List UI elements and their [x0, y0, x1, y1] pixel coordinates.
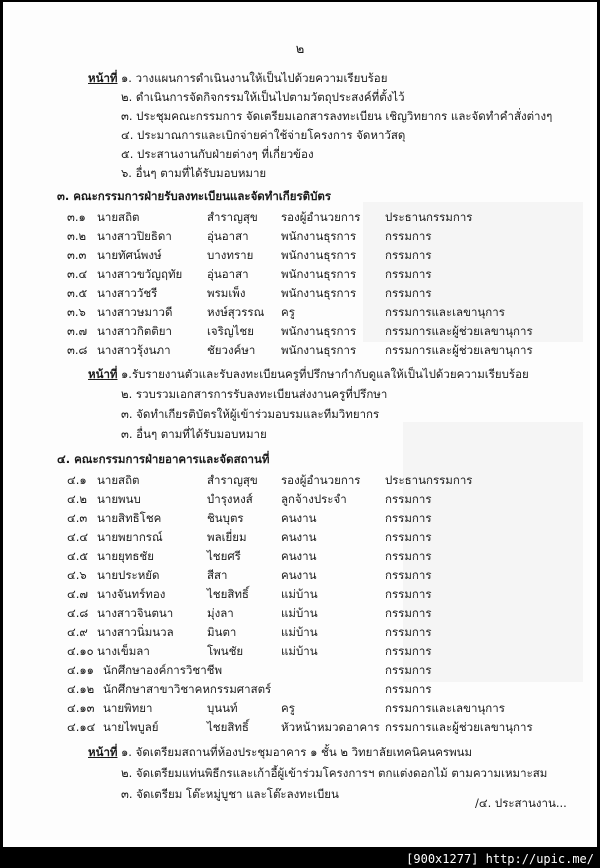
member-row: [3, 662, 597, 681]
member-number: ๓.๑: [67, 210, 86, 224]
member-name: นายสถิต: [97, 210, 140, 224]
member-number: ๓.๗: [67, 324, 88, 338]
member-position: แม่บ้าน: [281, 625, 318, 639]
member-row: [3, 304, 597, 323]
member-name: นายพิทยา: [103, 701, 153, 715]
member-name: นางสาวรุ้งนภา: [97, 343, 171, 357]
member-surname: ไชยสิทธิ์: [207, 587, 249, 601]
member-position: พนักงานธุรการ: [281, 286, 357, 300]
member-name: นางสาววัชรี: [97, 286, 158, 300]
member-number: ๔.๑๐: [67, 644, 94, 658]
member-row: [3, 548, 597, 567]
member-committee-role: กรรมการ: [385, 587, 432, 601]
member-number: ๔.๑๑: [67, 663, 94, 677]
member-position: คนงาน: [281, 568, 317, 582]
member-name: นายไพบูลย์: [103, 720, 159, 734]
member-number: ๔.๙: [67, 625, 88, 639]
member-surname: พรมเพ็ง: [207, 286, 246, 300]
member-row: [3, 266, 597, 285]
member-number: ๓.๕: [67, 286, 88, 300]
member-row: [3, 586, 597, 605]
member-committee-role: กรรมการ: [385, 549, 432, 563]
member-row: [3, 624, 597, 643]
member-position: รองผู้อำนวยการ: [281, 210, 361, 224]
member-surname: บุนนท์: [207, 701, 238, 715]
member-committee-role: กรรมการ: [385, 248, 432, 262]
duty-item: ๓. ประชุมคณะกรรมการ จัดเตรียมเอกสารลงทะเบียน เชิญวิทยากร และจัดทำคำสั่งต่างๆ: [121, 109, 553, 123]
member-committee-role: กรรมการและผู้ช่วยเลขานุการ: [385, 343, 533, 357]
duty-item: ๔. ประมาณการและเบิกจ่ายค่าใช้จ่ายโครงการ จัดหาวัสดุ: [121, 128, 406, 142]
member-row: [3, 700, 597, 719]
member-number: ๔.๑๓: [67, 701, 95, 715]
duty-item: ๑.รับรายงานตัวและรับลงทะเบียนครูที่ปรึกษากำกับดูแลให้เป็นไปด้วยความเรียบร้อย: [121, 367, 529, 381]
member-name: นางสาวษมาวดี: [97, 305, 173, 319]
continuation-note: /๔. ประสานงาน...: [475, 796, 567, 810]
member-surname: สีสา: [207, 568, 228, 582]
member-number: ๓.๓: [67, 248, 87, 262]
duty-item: ๓. จัดเตรียม โต๊ะหมู่บูชา และโต๊ะลงทะเบียน: [121, 787, 339, 801]
member-committee-role: กรรมการ: [385, 511, 432, 525]
member-name: นางจันทร์ทอง: [97, 587, 166, 601]
member-row: [3, 643, 597, 662]
member-surname: อุ่นอาสา: [207, 229, 249, 243]
member-position: ครู: [281, 701, 295, 715]
member-number: ๓.๖: [67, 305, 86, 319]
member-row: [3, 342, 597, 361]
member-position: คนงาน: [281, 549, 317, 563]
member-name: นางสาวปิยธิดา: [97, 229, 172, 243]
member-position: ลูกจ้างประจำ: [281, 492, 347, 506]
member-committee-role: กรรมการ: [385, 625, 432, 639]
member-row: [3, 491, 597, 510]
member-row: [3, 228, 597, 247]
member-surname: สำราญสุข: [207, 473, 258, 487]
member-row: [3, 510, 597, 529]
member-row: [3, 681, 597, 700]
duty-item: ๒. รวบรวมเอกสารการรับลงทะเบียนส่งงานครูที่ปรึกษา: [121, 387, 388, 401]
member-position: ครู: [281, 305, 295, 319]
member-committee-role: กรรมการ: [385, 644, 432, 658]
member-committee-role: ประธานกรรมการ: [385, 210, 473, 224]
member-number: ๔.๘: [67, 606, 89, 620]
member-committee-role: กรรมการและเลขานุการ: [385, 701, 505, 715]
member-row: [3, 472, 597, 491]
member-number: ๔.๕: [67, 549, 89, 563]
member-committee-role: กรรมการ: [385, 606, 432, 620]
member-surname: มุ่งลา: [207, 606, 234, 620]
member-name: นายพยากรณ์: [97, 530, 163, 544]
member-name: นายทัศน์พงษ์: [97, 248, 162, 262]
member-row: [3, 529, 597, 548]
member-name: นางเข็มลา: [97, 644, 150, 658]
member-position: หัวหน้าหมวดอาคาร: [281, 720, 380, 734]
member-committee-role: กรรมการ: [385, 492, 432, 506]
member-name: นายสิทธิโชค: [97, 511, 162, 525]
member-committee-role: ประธานกรรมการ: [385, 473, 473, 487]
member-row: [3, 247, 597, 266]
member-row: [3, 209, 597, 228]
member-name: นักศึกษาสาขาวิชาคหกรรมศาสตร์: [103, 682, 272, 696]
member-position: พนักงานธุรการ: [281, 324, 357, 338]
duty-item: ๒. ดำเนินการจัดกิจกรรมให้เป็นไปตามวัตถุประสงค์ที่ตั้งไว้: [121, 90, 405, 104]
member-number: ๔.๑๒: [67, 682, 95, 696]
section-3-title: ๓. คณะกรรมการฝ่ายรับลงทะเบียนและจัดทำเกียรติบัตร: [57, 189, 332, 203]
duty-item: ๒. จัดเตรียมแท่นพิธีกรและเก้าอี้ผู้เข้าร่วมโครงการฯ ตกแต่งดอกไม้ ตามความเหมาะสม: [121, 766, 548, 780]
member-number: ๔.๖: [67, 568, 87, 582]
duty-item: ๓. จัดทำเกียรติบัตรให้ผู้เข้าร่วมอบรมและทีมวิทยากร: [121, 407, 380, 421]
member-number: ๔.๒: [67, 492, 87, 506]
member-row: [3, 567, 597, 586]
member-number: ๓.๒: [67, 229, 87, 243]
document-page: [3, 2, 597, 847]
member-surname: ชินบุตร: [207, 511, 244, 525]
member-surname: บางทราย: [207, 248, 254, 262]
member-surname: สำราญสุข: [207, 210, 258, 224]
member-name: นายประหยัด: [97, 568, 160, 582]
member-number: ๔.๔: [67, 530, 89, 544]
member-position: คนงาน: [281, 530, 317, 544]
member-name: นางสาวขวัญฤทัย: [97, 267, 183, 281]
duty-item: ๑. วางแผนการดำเนินงานให้เป็นไปด้วยความเรียบร้อย: [121, 71, 388, 85]
member-surname: ไชยศรี: [207, 549, 241, 563]
member-surname: พลเยี่ยม: [207, 530, 247, 544]
member-number: ๓.๘: [67, 343, 88, 357]
member-name: นางสาวจินตนา: [97, 606, 174, 620]
member-position: แม่บ้าน: [281, 587, 318, 601]
duties-label: หน้าที่: [88, 71, 118, 85]
member-number: ๔.๑๔: [67, 720, 96, 734]
member-position: คนงาน: [281, 511, 317, 525]
member-surname: มินตา: [207, 625, 237, 639]
section-4-title: ๔. คณะกรรมการฝ่ายอาคารและจัดสถานที่: [57, 452, 270, 466]
member-position: พนักงานธุรการ: [281, 343, 357, 357]
image-host-watermark: [900x1277] http://upic.me/: [406, 852, 594, 866]
member-committee-role: กรรมการ: [385, 663, 432, 677]
member-position: แม่บ้าน: [281, 644, 318, 658]
member-committee-role: กรรมการ: [385, 530, 432, 544]
duty-item: ๓. อื่นๆ ตามที่ได้รับมอบหมาย: [121, 427, 267, 441]
member-name: นางสาวกิตติยา: [97, 324, 172, 338]
member-row: [3, 605, 597, 624]
member-surname: บำรุงหงส์: [207, 492, 253, 506]
page-number: ๒: [295, 42, 305, 57]
member-row: [3, 719, 597, 738]
member-row: [3, 285, 597, 304]
member-committee-role: กรรมการ: [385, 267, 432, 281]
member-surname: ชัยวงค์ษา: [207, 343, 256, 357]
member-position: รองผู้อำนวยการ: [281, 473, 361, 487]
duty-item: ๑. จัดเตรียมสถานที่ห้องประชุมอาคาร ๑ ชั้น ๒ วิทยาลัยเทคนิคนครพนม: [121, 745, 473, 759]
member-name: นักศึกษาองค์การวิชาชีพ: [103, 663, 223, 677]
member-surname: โพนชัย: [207, 644, 244, 658]
member-committee-role: กรรมการและผู้ช่วยเลขานุการ: [385, 324, 533, 338]
member-name: นายพนบ: [97, 492, 141, 506]
member-surname: ไชยสิทธิ์: [207, 720, 249, 734]
member-surname: เจริญไชย: [207, 324, 254, 338]
member-committee-role: กรรมการและผู้ช่วยเลขานุการ: [385, 720, 533, 734]
member-number: ๔.๗: [67, 587, 89, 601]
member-name: นางสาวนิ่มนวล: [97, 625, 174, 639]
member-position: พนักงานธุรการ: [281, 248, 357, 262]
member-name: นายสถิต: [97, 473, 140, 487]
member-number: ๔.๓: [67, 511, 88, 525]
member-committee-role: กรรมการ: [385, 286, 432, 300]
duties-label: หน้าที่: [88, 367, 118, 381]
duty-item: ๖. อื่นๆ ตามที่ได้รับมอบหมาย: [121, 166, 267, 180]
duty-item: ๕. ประสานงานกับฝ่ายต่างๆ ที่เกี่ยวข้อง: [121, 147, 314, 161]
member-committee-role: กรรมการ: [385, 682, 432, 696]
member-number: ๔.๑: [67, 473, 87, 487]
member-committee-role: กรรมการ: [385, 568, 432, 582]
member-position: พนักงานธุรการ: [281, 229, 357, 243]
member-committee-role: กรรมการและเลขานุการ: [385, 305, 505, 319]
member-surname: หงษ์สุวรรณ: [207, 305, 265, 319]
member-row: [3, 323, 597, 342]
member-committee-role: กรรมการ: [385, 229, 432, 243]
member-position: แม่บ้าน: [281, 606, 318, 620]
duties-label: หน้าที่: [88, 745, 118, 759]
member-position: พนักงานธุรการ: [281, 267, 357, 281]
member-surname: อุ่นอาสา: [207, 267, 249, 281]
member-number: ๓.๔: [67, 267, 88, 281]
member-name: นายยุทธชัย: [97, 549, 154, 563]
